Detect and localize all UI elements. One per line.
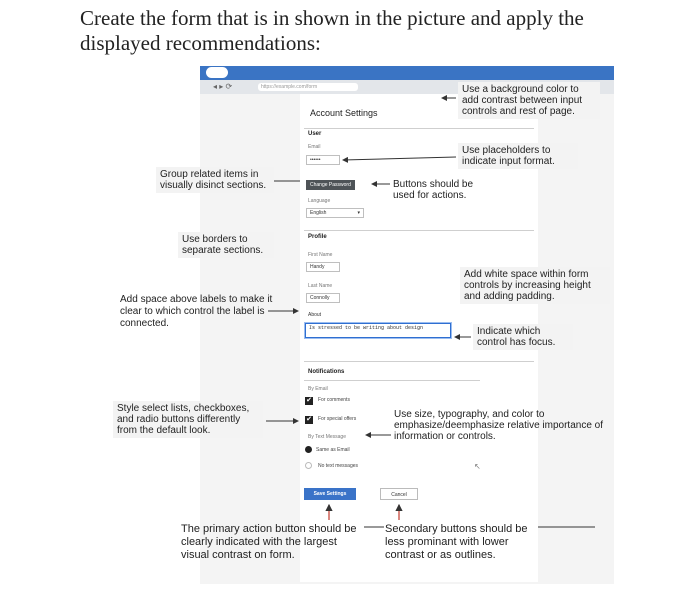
annotation-primary: The primary action button should be clearly indicated with the largest visual contrast on form. [181,523,357,561]
last-name-value: Connolly [310,295,330,301]
section-divider [304,380,480,381]
notifications-heading: Notifications [308,369,345,375]
email-label: Email [308,144,321,150]
annotation-size-typo: Use size, typography, and color to emphasize/deemphasize relative importance of information or controls. [394,409,603,442]
checkbox-comments[interactable]: ✔ [306,397,312,404]
browser-titlebar [200,66,614,80]
radio-label: Same as Email [316,447,350,453]
radio-label: No text messages [318,463,359,469]
language-label: Language [308,198,331,204]
section-divider [304,361,534,362]
annotation-style-lists: Style select lists, checkboxes, and radio buttons differently from the default look. [113,401,263,438]
by-mobile-label: By Text Message [308,434,346,440]
about-field[interactable] [305,323,451,338]
form-title: Account Settings [310,108,378,118]
first-name-field[interactable] [306,262,340,272]
radio-no-text[interactable] [305,462,312,469]
checkbox-label: For special offers [318,416,357,422]
annotation-white-space: Add white space within form controls by increasing height and adding padding. [460,267,610,304]
question-text: Create the form that is in shown in the picture and apply the displayed recommendations: [80,6,584,55]
by-email-label: By Email [308,386,328,392]
cursor-icon: ↖ [474,462,481,471]
checkbox-special-offers[interactable]: ✔ [306,416,312,423]
url-field[interactable] [258,83,358,91]
browser-nav-icons[interactable]: ◂ ▸ ⟳ [213,82,233,91]
cancel-button[interactable]: Cancel [380,488,418,500]
annotation-borders: Use borders to separate sections. [178,232,274,258]
url-text: https://example.com/form [261,84,318,90]
checkbox-label: For comments [318,397,350,403]
section-divider [304,128,534,129]
annotation-group: Group related items in visually disinct sections. [156,167,274,193]
annotation-background: Use a background color to add contrast between input controls and rest of page. [458,82,600,119]
save-settings-button[interactable]: Save Settings [304,488,356,500]
first-name-label: First Name [308,252,333,258]
radio-same-as-email[interactable] [305,446,312,453]
browser-logo-icon [206,67,228,78]
chevron-down-icon: ▾ [357,210,360,216]
annotation-secondary: Secondary buttons should be less prominant with lower contrast or as outlines. [385,523,528,561]
language-select[interactable] [306,208,364,218]
password-placeholder: •••••• [310,157,321,163]
change-password-button[interactable]: Change Password [306,180,355,190]
section-divider [304,230,534,231]
annotation-buttons: Buttons should be used for actions. [393,179,474,201]
last-name-field[interactable] [306,293,340,303]
first-name-value: Handy [310,264,325,270]
language-value: English [310,210,327,216]
about-value: Is stressed to be writing about design [309,325,424,331]
annotation-placeholders: Use placeholders to indicate input format. [458,143,578,169]
password-field[interactable] [306,155,340,165]
user-heading: User [308,131,322,137]
annotation-focus: Indicate which control has focus. [473,324,573,350]
last-name-label: Last Name [308,283,333,289]
annotation-space-labels: Add space above labels to make it clear to which control the label is connected. [120,294,273,329]
about-label: About [308,312,322,318]
profile-heading: Profile [308,234,327,240]
